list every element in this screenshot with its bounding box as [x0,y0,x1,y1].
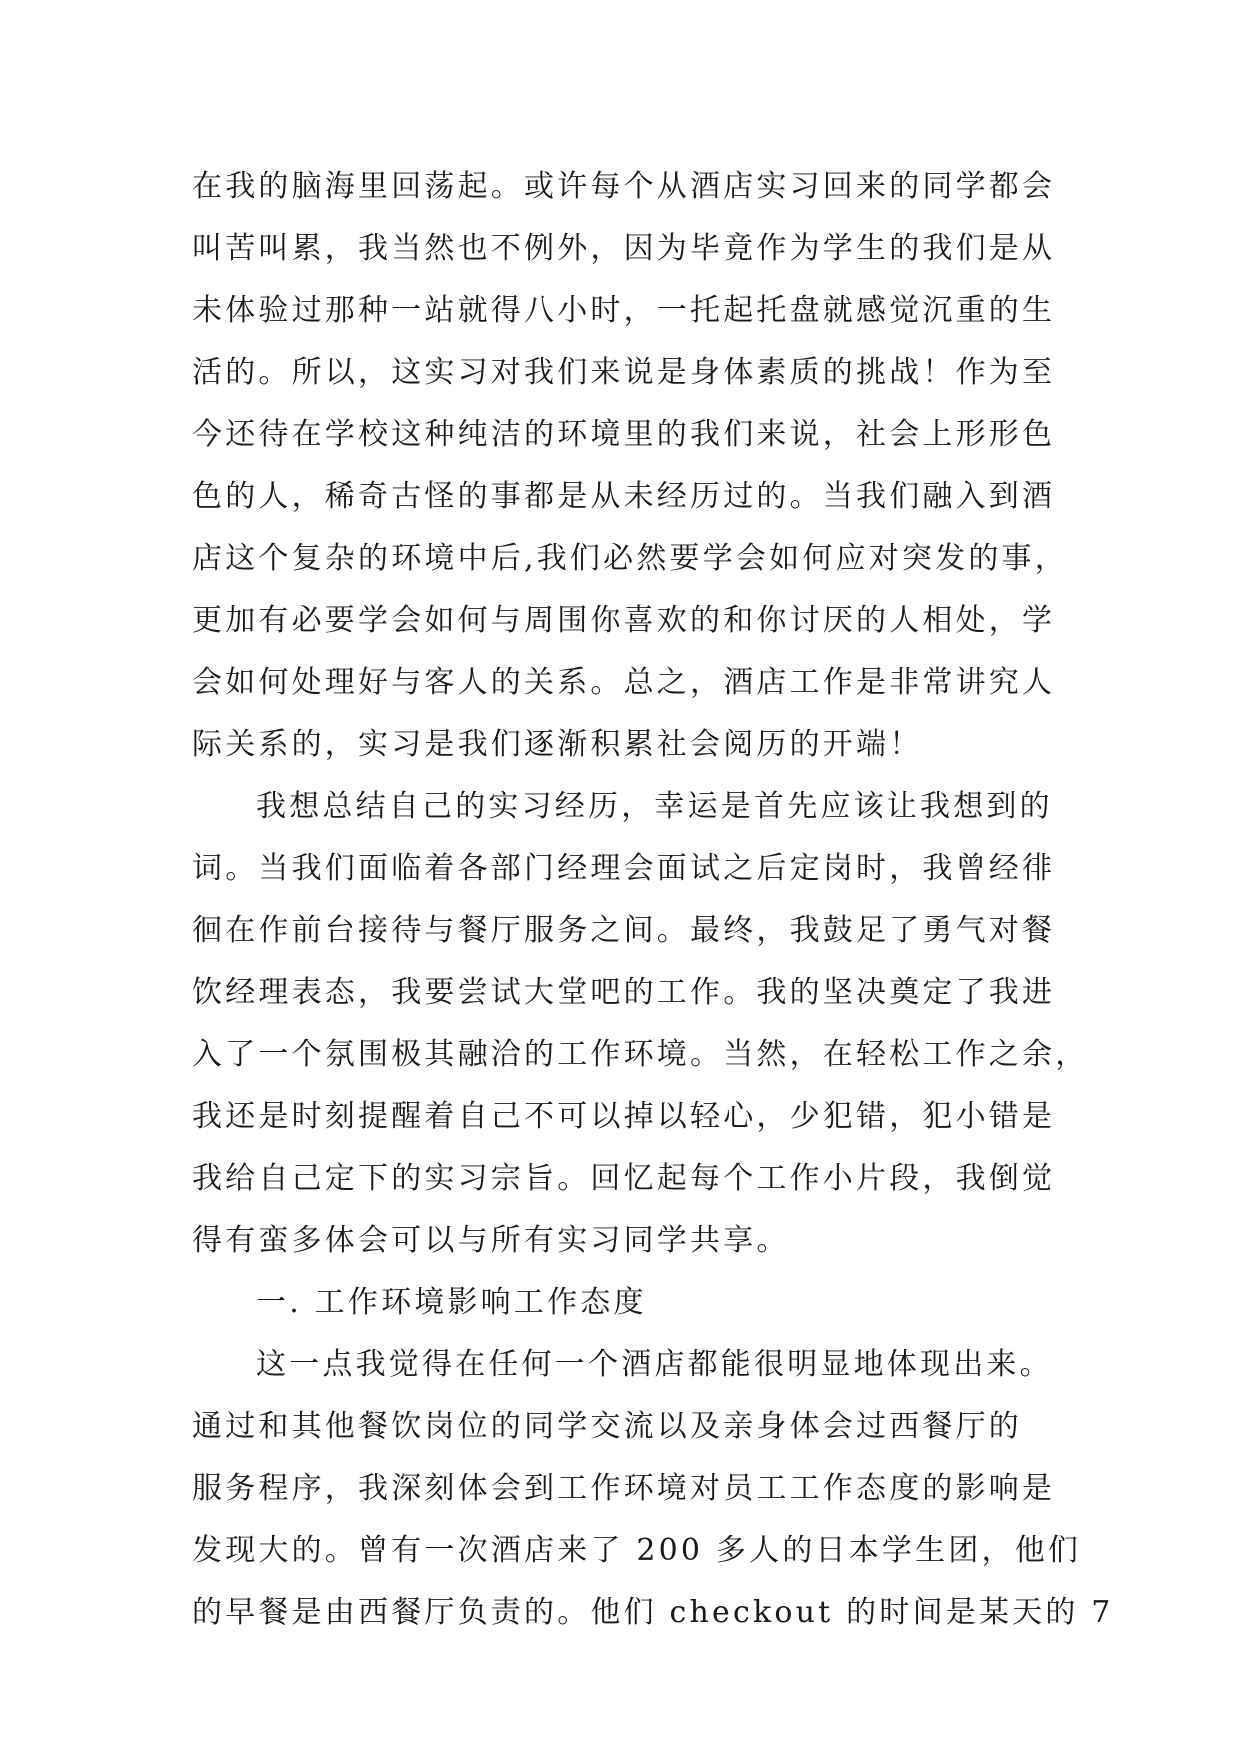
text-line: 际关系的，实习是我们逐渐积累社会阅历的开端！ [192,727,923,762]
text-line: 得有蛮多体会可以与所有实习同学共享。 [192,1223,790,1258]
text-line: 发现大的。曾有一次酒店来了 200 多人的日本学生团，他们 [192,1533,1082,1568]
section-heading: 一. 工作环境影响工作态度 [256,1285,647,1320]
text-line: 叫苦叫累，我当然也不例外，因为毕竟作为学生的我们是从 [192,231,1056,266]
text-line: 入了一个氛围极其融洽的工作环境。当然，在轻松工作之余， [192,1037,1089,1072]
paragraph-start-line: 我想总结自己的实习经历，幸运是首先应该让我想到的 [256,789,1053,824]
text-line: 我还是时刻提醒着自己不可以掉以轻心，少犯错，犯小错是 [192,1099,1056,1134]
text-line: 活的。所以，这实习对我们来说是身体素质的挑战！作为至 [192,355,1056,390]
text-line: 饮经理表态，我要尝试大堂吧的工作。我的坚决奠定了我进 [192,975,1056,1010]
text-line: 我给自己定下的实习宗旨。回忆起每个工作小片段，我倒觉 [192,1161,1056,1196]
text-line: 徊在作前台接待与餐厅服务之间。最终，我鼓足了勇气对餐 [192,913,1056,948]
text-line: 在我的脑海里回荡起。或许每个从酒店实习回来的同学都会 [192,169,1056,204]
text-line: 色的人，稀奇古怪的事都是从未经历过的。当我们融入到酒 [192,479,1056,514]
text-line: 未体验过那种一站就得八小时，一托起托盘就感觉沉重的生 [192,293,1056,328]
text-line: 会如何处理好与客人的关系。总之，酒店工作是非常讲究人 [192,665,1056,700]
text-line: 店这个复杂的环境中后,我们必然要学会如何应对突发的事， [192,541,1068,576]
text-line: 更加有必要学会如何与周围你喜欢的和你讨厌的人相处，学 [192,603,1056,638]
paragraph-start-line: 这一点我觉得在任何一个酒店都能很明显地体现出来。 [256,1347,1053,1382]
text-line: 的早餐是由西餐厅负责的。他们 checkout 的时间是某天的 7 [192,1595,1114,1630]
text-line: 词。当我们面临着各部门经理会面试之后定岗时，我曾经徘 [192,851,1056,886]
body-text [192,156,1114,1644]
text-line: 服务程序，我深刻体会到工作环境对员工工作态度的影响是 [192,1471,1056,1506]
text-line: 今还待在学校这种纯洁的环境里的我们来说，社会上形形色 [192,417,1056,452]
text-line: 通过和其他餐饮岗位的同学交流以及亲身体会过西餐厅的 [192,1409,1022,1444]
